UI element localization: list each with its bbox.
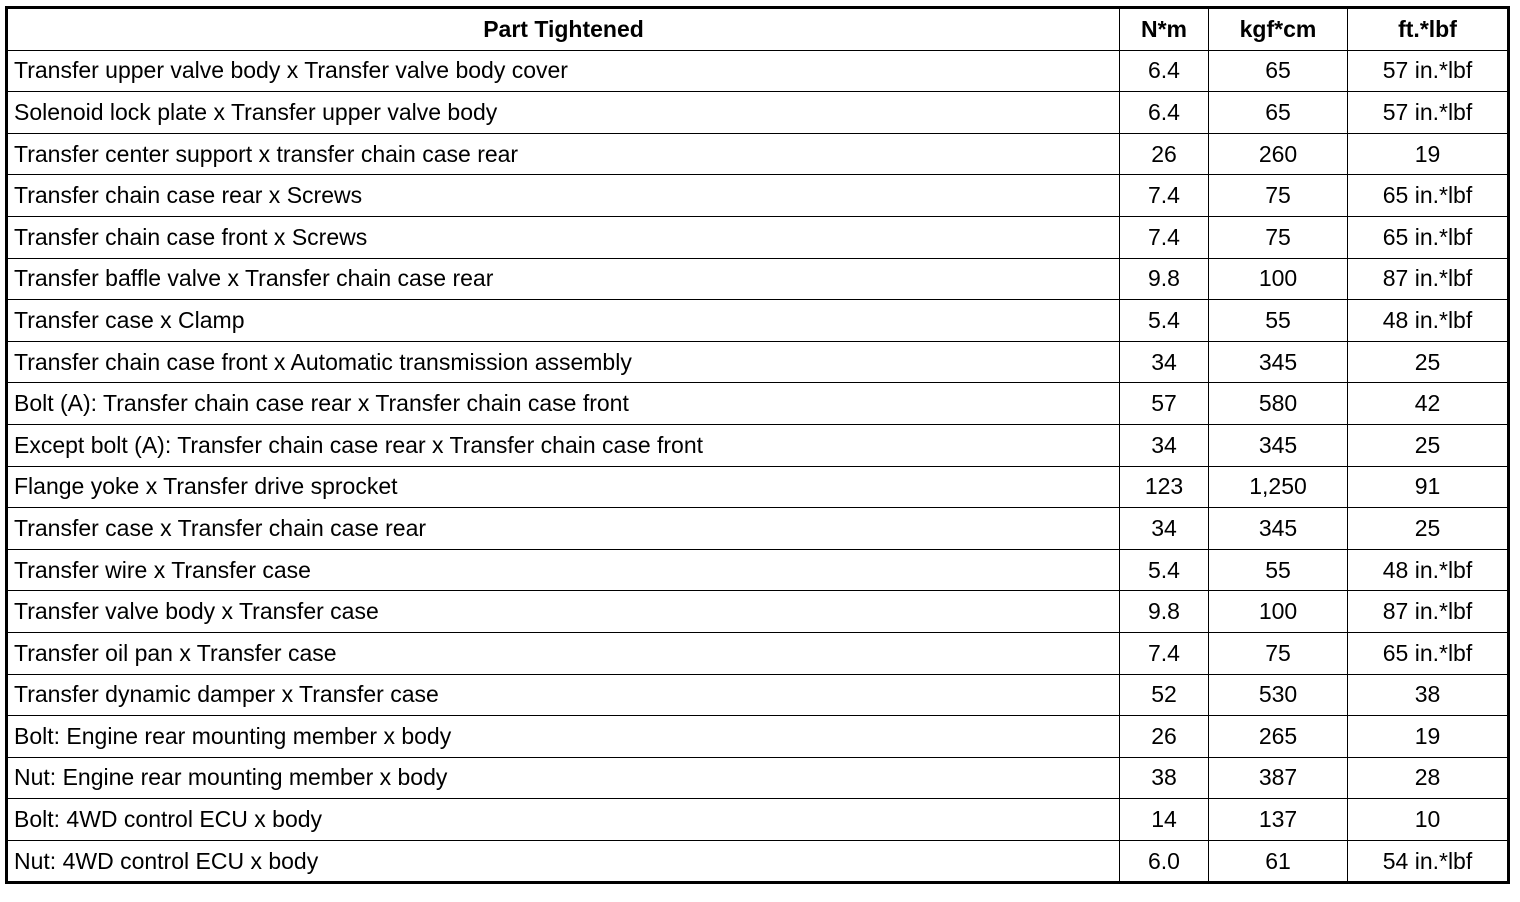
cell-part-tightened: Bolt: Engine rear mounting member x body <box>7 716 1120 758</box>
cell-ft-lbf: 19 <box>1348 716 1509 758</box>
cell-kgf-cm: 265 <box>1209 716 1348 758</box>
cell-ft-lbf: 19 <box>1348 133 1509 175</box>
cell-kgf-cm: 75 <box>1209 216 1348 258</box>
cell-kgf-cm: 55 <box>1209 300 1348 342</box>
table-row <box>7 341 1509 383</box>
table-row <box>7 383 1509 425</box>
header-ft-lbf: ft.*lbf <box>1348 8 1509 51</box>
table-row <box>7 716 1509 758</box>
torque-spec-table <box>5 6 1510 884</box>
cell-part-tightened: Except bolt (A): Transfer chain case rear x Transfer chain case front <box>7 424 1120 466</box>
cell-kgf-cm: 75 <box>1209 632 1348 674</box>
cell-part-tightened: Transfer chain case front x Automatic transmission assembly <box>7 341 1120 383</box>
cell-ft-lbf: 10 <box>1348 799 1509 841</box>
cell-kgf-cm: 345 <box>1209 341 1348 383</box>
cell-part-tightened: Transfer baffle valve x Transfer chain case rear <box>7 258 1120 300</box>
cell-part-tightened: Solenoid lock plate x Transfer upper valve body <box>7 92 1120 134</box>
cell-part-tightened: Flange yoke x Transfer drive sprocket <box>7 466 1120 508</box>
header-kgf-cm: kgf*cm <box>1209 8 1348 51</box>
cell-part-tightened: Transfer case x Transfer chain case rear <box>7 508 1120 550</box>
cell-kgf-cm: 345 <box>1209 508 1348 550</box>
cell-ft-lbf: 28 <box>1348 757 1509 799</box>
cell-ft-lbf: 87 in.*lbf <box>1348 258 1509 300</box>
table-body <box>7 50 1509 883</box>
cell-kgf-cm: 100 <box>1209 591 1348 633</box>
cell-nm: 7.4 <box>1120 632 1209 674</box>
table-row <box>7 300 1509 342</box>
header-row <box>7 8 1509 51</box>
cell-kgf-cm: 260 <box>1209 133 1348 175</box>
cell-part-tightened: Nut: Engine rear mounting member x body <box>7 757 1120 799</box>
table-row <box>7 757 1509 799</box>
cell-kgf-cm: 387 <box>1209 757 1348 799</box>
cell-ft-lbf: 65 in.*lbf <box>1348 175 1509 217</box>
cell-nm: 7.4 <box>1120 175 1209 217</box>
cell-nm: 123 <box>1120 466 1209 508</box>
cell-nm: 9.8 <box>1120 258 1209 300</box>
table-row <box>7 216 1509 258</box>
table-row <box>7 840 1509 883</box>
header-nm: N*m <box>1120 8 1209 51</box>
table-row <box>7 674 1509 716</box>
cell-nm: 38 <box>1120 757 1209 799</box>
cell-nm: 26 <box>1120 716 1209 758</box>
cell-kgf-cm: 530 <box>1209 674 1348 716</box>
cell-part-tightened: Transfer valve body x Transfer case <box>7 591 1120 633</box>
cell-nm: 52 <box>1120 674 1209 716</box>
cell-kgf-cm: 345 <box>1209 424 1348 466</box>
cell-nm: 7.4 <box>1120 216 1209 258</box>
cell-nm: 5.4 <box>1120 549 1209 591</box>
cell-kgf-cm: 55 <box>1209 549 1348 591</box>
cell-ft-lbf: 25 <box>1348 508 1509 550</box>
cell-kgf-cm: 1,250 <box>1209 466 1348 508</box>
cell-nm: 34 <box>1120 508 1209 550</box>
cell-ft-lbf: 25 <box>1348 424 1509 466</box>
cell-ft-lbf: 42 <box>1348 383 1509 425</box>
cell-ft-lbf: 57 in.*lbf <box>1348 50 1509 92</box>
cell-part-tightened: Bolt: 4WD control ECU x body <box>7 799 1120 841</box>
cell-nm: 9.8 <box>1120 591 1209 633</box>
cell-part-tightened: Transfer center support x transfer chain case rear <box>7 133 1120 175</box>
cell-ft-lbf: 48 in.*lbf <box>1348 300 1509 342</box>
table-row <box>7 92 1509 134</box>
cell-ft-lbf: 48 in.*lbf <box>1348 549 1509 591</box>
cell-ft-lbf: 91 <box>1348 466 1509 508</box>
cell-part-tightened: Transfer wire x Transfer case <box>7 549 1120 591</box>
cell-kgf-cm: 580 <box>1209 383 1348 425</box>
cell-part-tightened: Nut: 4WD control ECU x body <box>7 840 1120 883</box>
table-row <box>7 50 1509 92</box>
table-row <box>7 549 1509 591</box>
cell-nm: 57 <box>1120 383 1209 425</box>
cell-nm: 34 <box>1120 341 1209 383</box>
cell-kgf-cm: 137 <box>1209 799 1348 841</box>
cell-nm: 26 <box>1120 133 1209 175</box>
cell-ft-lbf: 87 in.*lbf <box>1348 591 1509 633</box>
table-row <box>7 799 1509 841</box>
cell-kgf-cm: 100 <box>1209 258 1348 300</box>
cell-ft-lbf: 65 in.*lbf <box>1348 632 1509 674</box>
cell-nm: 14 <box>1120 799 1209 841</box>
cell-nm: 5.4 <box>1120 300 1209 342</box>
cell-part-tightened: Transfer case x Clamp <box>7 300 1120 342</box>
header-part-tightened: Part Tightened <box>7 8 1120 51</box>
cell-ft-lbf: 38 <box>1348 674 1509 716</box>
table-row <box>7 508 1509 550</box>
cell-part-tightened: Bolt (A): Transfer chain case rear x Transfer chain case front <box>7 383 1120 425</box>
cell-nm: 6.4 <box>1120 50 1209 92</box>
cell-ft-lbf: 54 in.*lbf <box>1348 840 1509 883</box>
cell-part-tightened: Transfer dynamic damper x Transfer case <box>7 674 1120 716</box>
cell-part-tightened: Transfer oil pan x Transfer case <box>7 632 1120 674</box>
cell-part-tightened: Transfer chain case front x Screws <box>7 216 1120 258</box>
cell-nm: 6.0 <box>1120 840 1209 883</box>
cell-ft-lbf: 25 <box>1348 341 1509 383</box>
table-row <box>7 424 1509 466</box>
table-row <box>7 133 1509 175</box>
cell-ft-lbf: 65 in.*lbf <box>1348 216 1509 258</box>
table-row <box>7 591 1509 633</box>
cell-part-tightened: Transfer chain case rear x Screws <box>7 175 1120 217</box>
cell-ft-lbf: 57 in.*lbf <box>1348 92 1509 134</box>
cell-kgf-cm: 75 <box>1209 175 1348 217</box>
cell-part-tightened: Transfer upper valve body x Transfer valve body cover <box>7 50 1120 92</box>
cell-nm: 6.4 <box>1120 92 1209 134</box>
cell-nm: 34 <box>1120 424 1209 466</box>
table-row <box>7 175 1509 217</box>
table-row <box>7 258 1509 300</box>
table-row <box>7 466 1509 508</box>
cell-kgf-cm: 65 <box>1209 50 1348 92</box>
table-row <box>7 632 1509 674</box>
cell-kgf-cm: 65 <box>1209 92 1348 134</box>
cell-kgf-cm: 61 <box>1209 840 1348 883</box>
